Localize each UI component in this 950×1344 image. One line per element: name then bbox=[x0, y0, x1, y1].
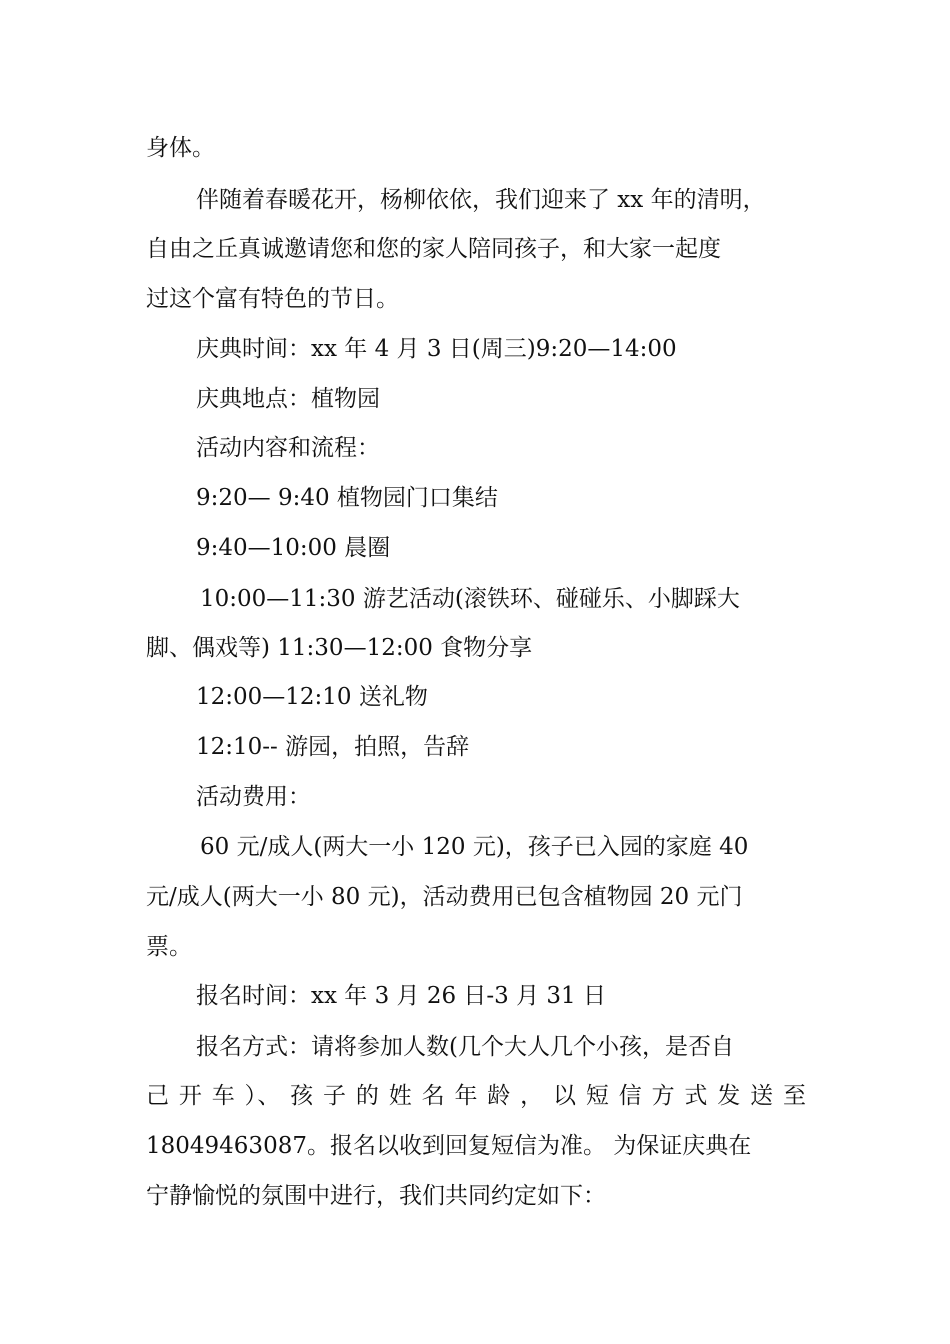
paragraph-line: 元/成人(两大一小 80 元)，活动费用已包含植物园 20 元门 bbox=[146, 884, 743, 910]
paragraph-line: 脚、偶戏等) 11:30—12:00 食物分享 bbox=[146, 635, 533, 661]
paragraph-line: 9:20— 9:40 植物园门口集结 bbox=[196, 485, 498, 511]
paragraph-line: 己 开 车 ）、 孩 子 的 姓 名 年 龄 ， 以 短 信 方 式 发 送 至 bbox=[146, 1083, 806, 1109]
paragraph-line: 12:10-- 游园，拍照，告辞 bbox=[196, 734, 470, 760]
paragraph-line: 身体。 bbox=[146, 135, 215, 161]
paragraph-line: 票。 bbox=[146, 934, 192, 960]
paragraph-line: 伴随着春暖花开，杨柳依依，我们迎来了 xx 年的清明， bbox=[196, 187, 766, 213]
paragraph-line: 报名方式：请将参加人数(几个大人几个小孩，是否自 bbox=[196, 1034, 734, 1060]
paragraph-line: 18049463087。报名以收到回复短信为准。 为保证庆典在 bbox=[146, 1133, 752, 1159]
paragraph-line: 庆典地点：植物园 bbox=[196, 386, 380, 412]
paragraph-line: 10:00—11:30 游艺活动(滚铁环、碰碰乐、小脚踩大 bbox=[200, 586, 740, 612]
paragraph-line: 12:00—12:10 送礼物 bbox=[196, 684, 428, 710]
paragraph-line: 报名时间：xx 年 3 月 26 日-3 月 31 日 bbox=[196, 983, 607, 1009]
paragraph-line: 庆典时间：xx 年 4 月 3 日(周三)9:20—14:00 bbox=[196, 336, 677, 362]
paragraph-line: 过这个富有特色的节日。 bbox=[146, 286, 399, 312]
paragraph-line: 60 元/成人(两大一小 120 元)，孩子已入园的家庭 40 bbox=[200, 834, 749, 860]
paragraph-line: 自由之丘真诚邀请您和您的家人陪同孩子，和大家一起度 bbox=[146, 236, 721, 262]
paragraph-line: 活动费用： bbox=[196, 784, 311, 810]
paragraph-line: 9:40—10:00 晨圈 bbox=[196, 535, 391, 561]
paragraph-line: 宁静愉悦的氛围中进行，我们共同约定如下： bbox=[146, 1183, 606, 1209]
paragraph-line: 活动内容和流程： bbox=[196, 435, 380, 461]
